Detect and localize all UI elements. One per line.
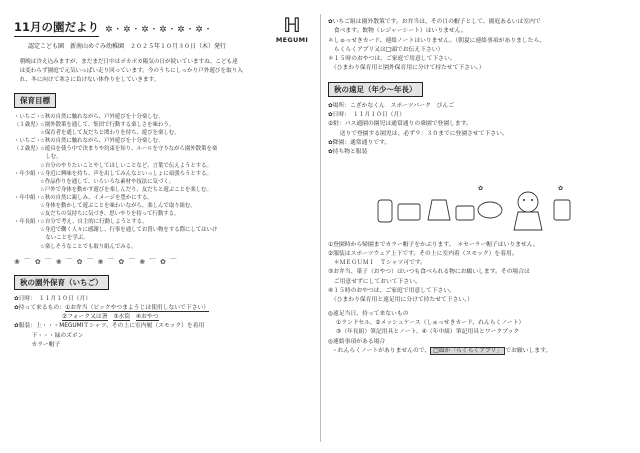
bring-heading: 持ち物と服装 [332,149,368,156]
logo-text: MEGUMI [275,36,309,44]
paw-icon: ✿ [14,295,19,302]
goal-line: ☆秋の自然に触れながら、戸外遊びを十分楽しむ。 [40,138,164,145]
contact-line: ・れんらくノートがありませんので、 [332,347,431,354]
goal-age-label: ・年少組・ [14,170,41,177]
contact-heading: ◎連絡事項がある場合 [328,338,386,345]
goal-line: ☆遊具を使う中で決まりや約束を知り、ルールを守りながら園外散策を楽 [40,146,218,153]
paw-icon: ✿ [328,139,333,146]
cup-icon [554,200,570,220]
outing-note-line: ②服装はスポーツウェア上下です。その上に室内着（スモック）を着用。 [328,250,518,257]
clothes-line: カラー帽子 [14,342,61,349]
outing-note-line: ④１５時のおやつは、ご家庭で用意して下さい。 [328,288,455,295]
goal-group [14,113,314,137]
logo-figure-icon: ℍ [283,13,301,37]
illustration-caption-2: ✿ [558,184,564,192]
outing-older-details [328,102,628,158]
leaf-decoration-icon: ❀⌒✿⌒❀⌒✿⌒❀⌒✿⌒❀⌒✿⌒ [14,257,181,266]
belongings-illustration [328,160,628,236]
paw-icon: ✿ [328,112,333,119]
goal-line: ☆保育者を通して友だちと関わりを持ち、遊びを楽しむ。 [40,130,180,137]
goal-line: しむ。 [40,154,62,161]
bag-icon [428,200,450,220]
sparkle-decoration-icon: ✲･✲･✲･✲･✲･✲･ [105,24,214,35]
child-face-icon [518,192,538,212]
goal-group [14,194,314,218]
paw-icon: ✿ [328,102,333,109]
goal-line: ☆自分で考え、自主的に行動しようとする。 [40,219,148,226]
bus-line: ②駐：バス通園の園児は通常通りの乗園で登園します。 [328,121,472,128]
title-row [14,18,314,38]
goal-line: ☆作品作りを通して、いろいろな素材や技法に気づく。 [40,178,174,185]
goal-line: ないことを学ぶ。 [40,235,89,242]
outing-date: 日時： １１月１０日（月） [332,112,406,119]
bring-item: ④おやつ [135,314,159,321]
column-divider [320,14,321,442]
paw-icon: ✿ [328,19,333,25]
goal-group [14,170,314,194]
not-needed-section [328,310,628,356]
child-body-icon [514,212,542,230]
goal-line: ☆身近で働く人々に感謝し、行事を通してお買い物をする際にしてはいけ [40,227,218,234]
not-needed-heading: ◎遠足当日、持って来ないもの [328,310,409,317]
illustration-caption-1: ✿ [478,184,484,192]
outing-note-line: ＊ＭＥＧＵＭＩ Ｔシャツ可です。 [328,260,426,267]
paw-icon: ✿ [14,323,19,330]
megumi-logo [272,14,312,58]
intro-paragraph [14,58,304,85]
intro-line: 朝晩は冷え込みますが、まだまだ日中はポカポカ陽気の日が続いていますね。こども達 [19,59,238,65]
clothes-line: 服装：上・・・MEGUMIＴシャツ、その上に室内履（スモック）を着用 [18,323,205,330]
bring-item: ①お弁当（ピックやつまようじは使用しないで下さい） [65,304,210,311]
lunchbox-icon [398,204,420,220]
goal-age-label: ・いちご・ （２歳児） [14,138,41,153]
goal-line: ☆秋の自然に親しみ、イメージを豊かにする。 [40,194,153,201]
note-line: （ひまわり保育用と園外保育用に分けて持たせて下さい。） [328,65,485,72]
goal-age-label: ・いちご・ （１歳児） [14,114,41,129]
paw-icon: ✿ [14,304,19,311]
goal-line: ☆秋の自然に触れながら、戸外遊びを十分楽しむ。 [40,114,164,120]
outing-date: 日時： １１月１０日（月） [18,295,92,302]
goal-line: ☆戸外で身体を動かす遊びを楽しんだり、友だちと遊ぶことを楽しむ。 [40,186,212,193]
outing-ichigo-heading: 秋の園外保育（いちご） [14,275,109,290]
goals-list [14,113,314,251]
bring-item: ③水筒 [113,314,131,321]
contact-method-highlight: □頭か「らくらくアプリ」 [430,347,505,355]
issue-info: 認定こども園 新南山めぐみ幼稚園 ２０２５年１０月３０日（木）発行 [28,43,227,50]
paw-icon: ✿ [328,149,333,156]
outing-note-line: ③お弁当、菓子（おやつ）はいつも食べられる物にお願いします。その場合は [328,269,530,276]
not-needed-line: ①ランドセル、②メッシュケース（しゅっせきカード、れんらくノート） [336,319,525,326]
goal-line: ☆友だちの気持ちに気づき、思いやりを持って行動する。 [40,211,180,218]
outing-note-line: ①登園時から帰園までカラー帽子をかぶります。 ＊セーラー帽子はいりません。 [328,241,539,248]
not-needed-line: ③（年長組）筆記用具とノート、④（年中組）筆記用具とワークブック [336,329,520,336]
goal-group [14,137,314,169]
left-column [14,13,314,350]
intro-line: は変わらず園庭で元気いっぱい走り回っています。今のうちにしっかり戸外遊びを取り入 [19,68,243,74]
note-line: いちご組は園外散策です。お弁当は、その日の帽子として、園庭あるいは室内で [332,19,541,25]
goal-line: ☆楽しそうなことでも取り組んでみる。 [40,243,137,250]
outing-ichigo-details [14,295,314,351]
right-column [328,18,628,356]
belongings-drawing [328,160,628,236]
bring-item: ②フォーク又は箸 [62,314,108,321]
clothes-line: 下・・・緑のズボン [14,332,84,339]
sheet-icon [478,202,502,218]
intro-line: れ、冬に向けて寒さに負けない体作りをしていきます。 [19,77,160,83]
outing-notes [328,241,628,306]
contact-line-end: でお願いします。 [505,347,552,354]
goal-age-label: ・年長組・ [14,219,41,226]
goal-line: ☆園外散策を通して、集団で行動する楽しさを味わう。 [40,122,175,129]
goal-age-label: ・年中組・ [14,194,41,201]
bus-line: 送りで登園する園児は、必ず９：３０までに登園させて下さい。 [328,130,508,137]
outing-place: 場所：こざかなくん スポーツパーク びんご [332,102,454,109]
pickup-line: 降園：通常通りです。 [332,139,391,146]
note-line: らくらくアプリ又は□頭でお伝え下さい） [328,46,444,53]
outing-older-heading: 秋の遠足（年少～年長） [328,82,423,97]
goals-heading: 保育目標 [14,93,56,108]
goal-line: ☆身近に興味を持ち、声を出してみんなといっしょに頑張ろうとする。 [40,170,212,177]
note-line: 食べます。飲物（レジャーシート）はいりません。 [328,28,467,35]
goal-line: ☆自分のやりたいことやしてほしいことなど、言葉で伝えようとする。 [40,162,212,169]
outing-note-line: ご用意せずにしておいて下さい。 [328,278,421,285]
note-line: ＊しゅっせきカード、連絡ノートはいりません。（朝夏に連絡事項がありましたら、 [328,37,546,44]
ichigo-notes [328,18,628,74]
page-title: 11月の園だより [14,19,99,37]
water-bottle-icon [378,200,392,222]
outing-note-line: （ひまわり保育用と遠足用に分けて持たせて下さい。） [328,297,473,304]
note-line: ＊１５時のおやつは、ご家庭で用意して下さい。 [328,56,456,63]
goal-line: ☆身体を動かして遊ぶことを味わいながら、楽しんで取り組む。 [40,203,196,210]
snack-icon [456,206,474,220]
bring-label: 持って来るもの： [18,304,65,311]
goal-group [14,218,314,250]
